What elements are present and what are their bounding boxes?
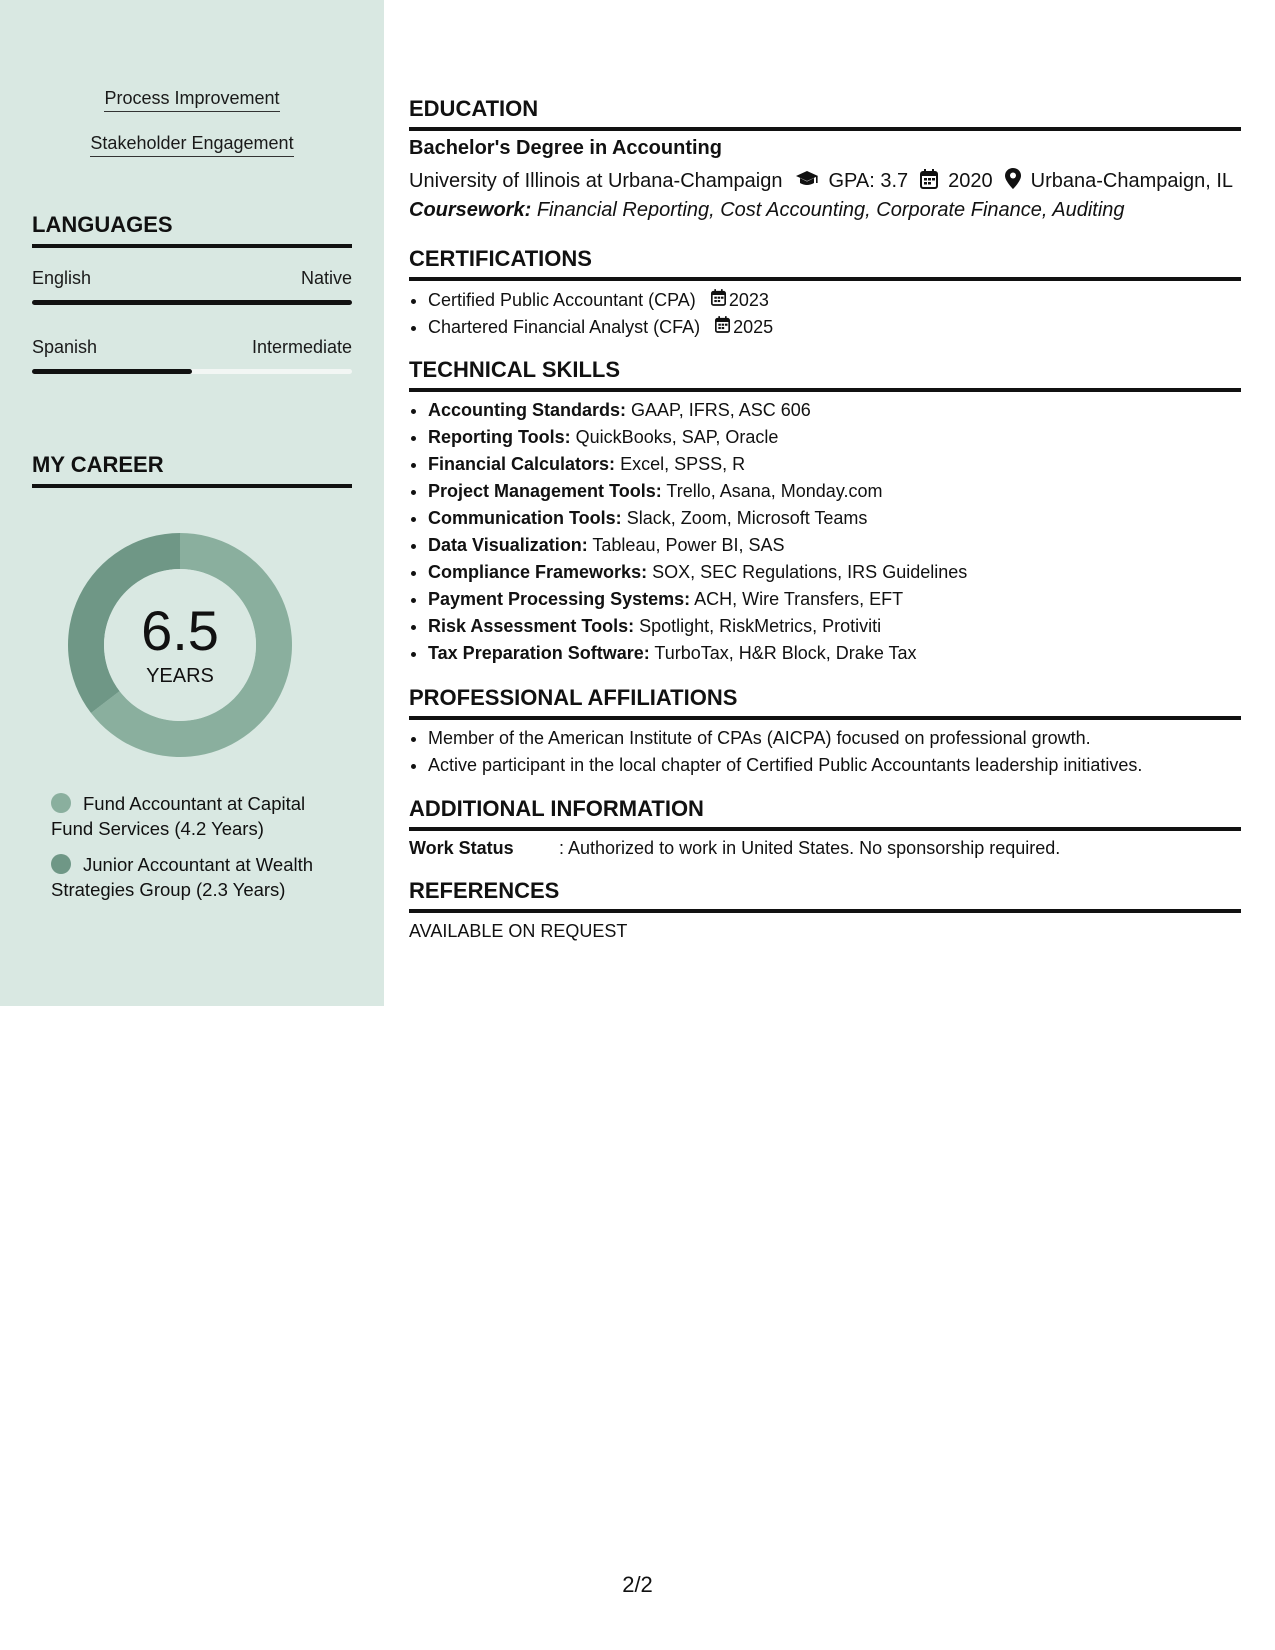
certification-name: Chartered Financial Analyst (CFA) <box>428 317 701 337</box>
school-location: Urbana-Champaign, IL <box>1030 170 1234 192</box>
language-row <box>32 337 352 358</box>
language-row <box>32 268 352 289</box>
career-item <box>51 791 341 841</box>
skill-tag-label: Process Improvement <box>104 88 279 112</box>
skill-item <box>428 478 967 505</box>
skill-value: ACH, Wire Transfers, EFT <box>694 589 904 609</box>
affiliations-heading: PROFESSIONAL AFFILIATIONS <box>409 685 1241 720</box>
skill-value: Slack, Zoom, Microsoft Teams <box>626 508 868 528</box>
certification-name: Certified Public Accountant (CPA) <box>428 290 696 310</box>
language-proficiency-fill <box>32 369 192 374</box>
technical-skills-heading: TECHNICAL SKILLS <box>409 357 1241 392</box>
school-name: University of Illinois at Urbana-Champaign <box>409 170 783 192</box>
skill-label: Risk Assessment Tools: <box>428 616 635 636</box>
skill-item <box>428 505 967 532</box>
skill-value: GAAP, IFRS, ASC 606 <box>631 400 811 420</box>
skill-item <box>428 640 967 667</box>
affiliations-wrap <box>409 725 1142 779</box>
page-number: 2/2 <box>622 1572 653 1597</box>
references-text: AVAILABLE ON REQUEST <box>409 921 628 941</box>
languages-heading: LANGUAGES <box>32 212 352 248</box>
references-heading: REFERENCES <box>409 878 1241 913</box>
skill-item <box>428 559 967 586</box>
additional-info-heading: ADDITIONAL INFORMATION <box>409 796 1241 831</box>
skill-label: Project Management Tools: <box>428 481 662 501</box>
career-item <box>51 852 341 902</box>
degree-title: Bachelor's Degree in Accounting <box>409 137 722 159</box>
career-legend-dot <box>51 793 71 813</box>
skill-tag <box>0 133 384 157</box>
work-status-row <box>409 838 1060 859</box>
skill-item <box>428 397 967 424</box>
work-status-label: Work Status <box>409 838 514 858</box>
skill-item <box>428 613 967 640</box>
skill-label: Communication Tools: <box>428 508 622 528</box>
certification-item <box>428 287 773 314</box>
language-proficiency-bar <box>32 300 352 305</box>
graduation-cap-icon <box>795 170 819 194</box>
language-proficiency-fill <box>32 300 352 305</box>
skill-value: TurboTax, H&R Block, Drake Tax <box>654 643 917 663</box>
skill-label: Data Visualization: <box>428 535 588 555</box>
skill-label: Accounting Standards: <box>428 400 627 420</box>
technical-skills-list <box>409 397 967 667</box>
education-heading: EDUCATION <box>409 96 1241 131</box>
certification-date <box>715 314 773 341</box>
career-legend-dot <box>51 854 71 874</box>
skill-value: Excel, SPSS, R <box>620 454 746 474</box>
career-heading: MY CAREER <box>32 452 352 488</box>
skill-tag <box>0 88 384 112</box>
language-proficiency-bar <box>32 369 352 374</box>
graduation-year: 2020 <box>948 170 993 192</box>
skill-value: Spotlight, RiskMetrics, Protiviti <box>639 616 882 636</box>
language-name: Spanish <box>32 337 98 357</box>
language-level: Intermediate <box>251 337 352 357</box>
skill-label: Compliance Frameworks: <box>428 562 648 582</box>
career-item-text: Junior Accountant at Wealth Strategies Group (2.3 Years) <box>51 854 314 900</box>
skill-item <box>428 451 967 478</box>
certification-date <box>711 287 769 314</box>
skill-value: Tableau, Power BI, SAS <box>592 535 785 555</box>
career-item-text: Fund Accountant at Capital Fund Services (4.2 Years) <box>51 793 306 839</box>
career-total-unit: YEARS <box>146 665 214 687</box>
skill-tag-label: Stakeholder Engagement <box>90 133 293 157</box>
skill-label: Payment Processing Systems: <box>428 589 691 609</box>
coursework-list: Financial Reporting, Cost Accounting, Corporate Finance, Auditing <box>536 199 1125 221</box>
skill-item <box>428 424 967 451</box>
affiliation-item: • Active participant in the local chapter of Certified Public Accountants leadership initiatives. <box>428 752 1142 779</box>
career-total-value: 6.5 <box>141 599 219 662</box>
gpa: GPA: 3.7 <box>828 170 909 192</box>
technical-skills-wrap <box>409 397 967 667</box>
career-donut-chart <box>66 531 294 759</box>
skill-item <box>428 586 967 613</box>
calendar-icon <box>920 169 938 195</box>
coursework <box>409 199 1125 222</box>
affiliation-item: • Member of the American Institute of CPAs (AICPA) focused on professional growth. <box>428 725 1142 752</box>
certifications-list <box>409 287 773 341</box>
map-pin-icon <box>1005 168 1021 195</box>
sidebar <box>0 0 384 1006</box>
certification-year: 2023 <box>728 290 769 310</box>
certification-year: 2025 <box>733 317 774 337</box>
calendar-icon <box>715 314 730 341</box>
skill-value: QuickBooks, SAP, Oracle <box>575 427 779 447</box>
skill-value: SOX, SEC Regulations, IRS Guidelines <box>652 562 968 582</box>
affiliations-list <box>409 725 1142 779</box>
calendar-icon <box>711 287 726 314</box>
skill-label: Financial Calculators: <box>428 454 616 474</box>
certification-item <box>428 314 773 341</box>
skill-value: Trello, Asana, Monday.com <box>666 481 883 501</box>
certifications-heading: CERTIFICATIONS <box>409 246 1241 281</box>
language-level: Native <box>300 268 352 288</box>
language-name: English <box>32 268 92 288</box>
education-details <box>409 168 1233 195</box>
coursework-label: Coursework: <box>409 199 532 221</box>
skill-label: Reporting Tools: <box>428 427 571 447</box>
certifications-list-wrap <box>409 287 773 341</box>
work-status-value: : Authorized to work in United States. No sponsorship required. <box>559 838 1061 858</box>
skill-item <box>428 532 967 559</box>
skill-label: Tax Preparation Software: <box>428 643 650 663</box>
